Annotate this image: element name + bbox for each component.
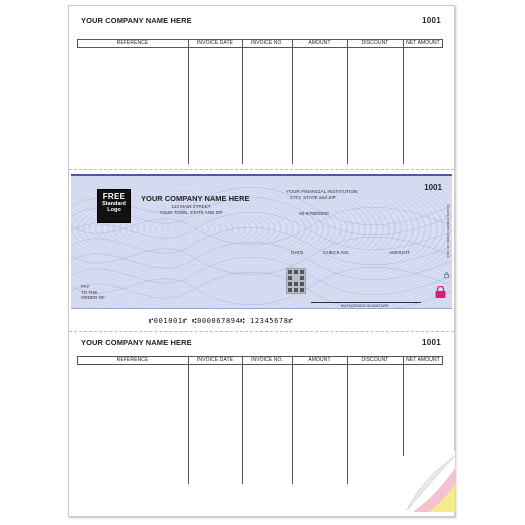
routing-fraction: 00-6789/0000	[299, 212, 329, 217]
check-form-sheet	[68, 5, 455, 517]
column-divider	[292, 356, 293, 484]
security-hologram-icon	[286, 268, 306, 294]
micr-line: ⑈001001⑈ ⑆000067894⑆ 12345678⑈	[149, 317, 294, 325]
column-divider	[347, 39, 348, 164]
bottom-col-net-amount: NET AMOUNT	[406, 357, 440, 363]
perforation-line	[69, 169, 454, 170]
date-label: DATE	[291, 251, 304, 256]
column-divider	[347, 356, 348, 484]
logo-free-text: FREE	[102, 192, 126, 201]
bank-name: YOUR FINANCIAL INSTITUTION	[286, 190, 358, 195]
top-col-amount: AMOUNT	[308, 40, 331, 46]
check-no-label: CHECK NO.	[323, 251, 350, 256]
top-stub-number: 1001	[422, 16, 441, 25]
check-street: 123 MAIN STREET	[171, 204, 211, 209]
security-features-text: Security features. Details on back.	[446, 204, 450, 259]
column-divider	[292, 39, 293, 164]
signature-line	[311, 302, 421, 303]
pay-line: TO THE	[81, 289, 98, 295]
bottom-col-invoice-date: INVOICE DATE	[196, 357, 234, 363]
amount-label: AMOUNT	[389, 251, 410, 256]
check-body	[71, 174, 452, 309]
bottom-col-amount: AMOUNT	[308, 357, 331, 363]
column-divider	[188, 39, 189, 164]
top-col-reference: REFERENCE	[116, 40, 149, 46]
top-col-invoice-date: INVOICE DATE	[196, 40, 234, 46]
top-col-invoice-no: INVOICE NO.	[251, 40, 283, 46]
check-company-name: YOUR COMPANY NAME HERE	[141, 194, 250, 203]
bank-city: CITY, STATE and ZIP	[290, 196, 336, 201]
small-lock-icon	[444, 272, 449, 278]
column-divider	[242, 39, 243, 164]
standard-logo	[97, 189, 131, 223]
pay-to-order-label	[81, 284, 105, 301]
bottom-stub-company: YOUR COMPANY NAME HERE	[81, 338, 192, 347]
bottom-col-invoice-no: INVOICE NO.	[251, 357, 283, 363]
logo-logo-text: Logo	[107, 207, 121, 213]
pay-line: PAY	[81, 284, 90, 289]
top-col-discount: DISCOUNT	[361, 40, 389, 46]
logo-standard-text: Standard	[102, 201, 126, 207]
bottom-stub-table	[77, 356, 443, 496]
bottom-stub-number: 1001	[422, 338, 441, 347]
check-number: 1001	[424, 183, 442, 192]
top-stub-header	[81, 16, 441, 28]
pay-line: ORDER OF	[81, 295, 105, 300]
bottom-col-reference: REFERENCE	[116, 357, 149, 363]
top-col-net-amount: NET AMOUNT	[406, 40, 440, 46]
perforation-line	[69, 331, 454, 332]
signature-label: AUTHORIZED SIGNATURE	[341, 304, 389, 308]
column-divider	[403, 356, 404, 456]
column-divider	[188, 356, 189, 484]
padlock-icon	[435, 286, 446, 298]
check-city: YOUR TOWN, STATE AND ZIP	[159, 210, 223, 215]
top-stub-table	[77, 39, 443, 164]
column-divider	[403, 39, 404, 164]
bottom-stub-header	[81, 338, 441, 350]
carbon-copy-page-curl	[399, 450, 455, 512]
top-stub-company: YOUR COMPANY NAME HERE	[81, 16, 192, 25]
column-divider	[242, 356, 243, 484]
bottom-col-discount: DISCOUNT	[361, 357, 389, 363]
